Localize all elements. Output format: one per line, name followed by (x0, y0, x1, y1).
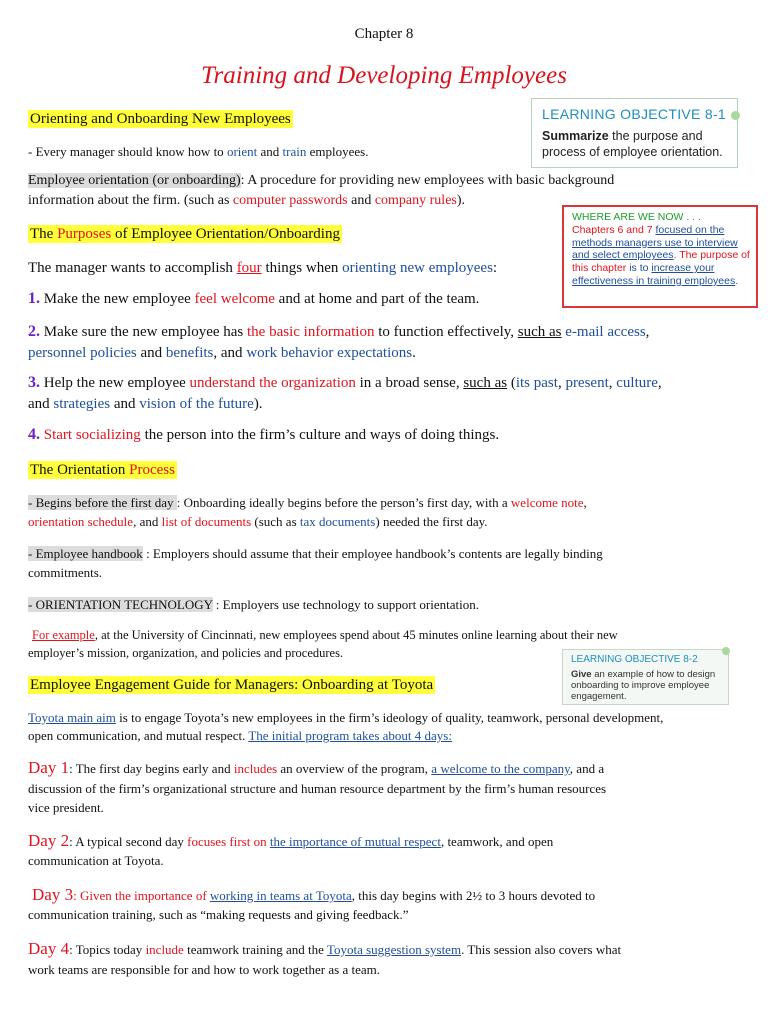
line-orientation-def: Employee orientation (or onboarding): A procedure for providing new employees with basic background (28, 173, 615, 188)
purpose-1: 1. Make the new employee feel welcome and at home and part of the team. (28, 290, 480, 307)
day-4: Day 4: Topics today include teamwork training and the Toyota suggestion system. This session also covers what (28, 939, 622, 958)
toyota-line-1: Toyota main aim is to engage Toyota’s new employees in the firm’s ideology of quality, teamwork, personal development, (28, 710, 664, 725)
lo2-heading: LEARNING OBJECTIVE 8-2 (571, 654, 698, 665)
lo2-text: Give an example of how to design onboarding to improve employee engagement. (571, 669, 716, 702)
day-2: Day 2: A typical second day focuses first on the importance of mutual respect, teamwork, and open (28, 831, 554, 850)
lo1-text: Summarize the purpose and process of employee orientation. (542, 129, 723, 159)
day-1-cont-2: vice president. (28, 800, 104, 815)
day-4-cont: work teams are responsible for and how to work together as a team. (28, 962, 380, 977)
bullet-employee-handbook-cont: commitments. (28, 565, 103, 580)
day-1: Day 1: The first day begins early and includes an overview of the program, a welcome to the company, and a (28, 758, 605, 777)
chapter-label: Chapter 8 (354, 26, 414, 42)
toyota-line-2: open communication, and mutual respect. The initial program takes about 4 days: (28, 728, 452, 743)
lo2-dot-icon (722, 647, 730, 655)
bullet-employee-handbook: - Employee handbook : Employers should assume that their employee handbook’s contents are legally binding (28, 546, 603, 561)
heading-engagement-guide: Employee Engagement Guide for Managers: Onboarding at Toyota (30, 677, 434, 693)
example-line-2: employer’s mission, organization, and policies and procedures. (28, 646, 344, 660)
learning-objective-8-2-box (562, 649, 729, 705)
day-1-cont: discussion of the firm’s organizational structure and human resource department by the firm’s human resources (28, 781, 607, 796)
day-3-cont: communication training, such as “making requests and giving feedback.” (28, 907, 409, 922)
bullet-before-first-day: - Begins before the first day : Onboarding ideally begins before the person’s first day, with a welcome note, (28, 495, 587, 510)
line-every-manager: - Every manager should know how to orient and train employees. (28, 144, 369, 159)
learning-objective-8-1-box (531, 98, 738, 168)
wawn-text: Chapters 6 and 7 focused on the methods managers use to interview and select employees. The purpose of this chapter is to increase your effectiveness in training employees. (572, 223, 750, 287)
heading-purposes: The Purposes of Employee Orientation/Onboarding (30, 226, 340, 242)
day-2-cont: communication at Toyota. (28, 853, 164, 868)
purpose-2-cont: personnel policies and benefits, and work behavior expectations. (28, 345, 416, 361)
lo1-dot-icon (731, 111, 740, 120)
bullet-orientation-technology: - ORIENTATION TECHNOLOGY : Employers use technology to support orientation. (28, 597, 480, 612)
heading-orientation-process: The Orientation Process (30, 462, 175, 478)
wawn-heading: WHERE ARE WE NOW . . . (572, 211, 701, 223)
day-3: Day 3: Given the importance of working in teams at Toyota, this day begins with 2½ to 3 hours devoted to (32, 885, 596, 904)
page-title: Training and Developing Employees (201, 62, 567, 89)
example-line-1: For example, at the University of Cincinnati, new employees spend about 45 minutes online learning about their new (32, 628, 618, 642)
where-are-we-now-box (562, 205, 758, 308)
bullet-before-first-day-cont: orientation schedule, and list of documents (such as tax documents) needed the first day. (28, 514, 488, 529)
purpose-3-cont: and strategies and vision of the future). (28, 396, 263, 412)
line-orientation-def-2: information about the firm. (such as computer passwords and company rules). (28, 193, 466, 208)
purpose-3: 3. Help the new employee understand the organization in a broad sense, such as (its past, present, culture, (28, 374, 662, 391)
purpose-4: 4. Start socializing the person into the firm’s culture and ways of doing things. (28, 426, 500, 443)
lo1-heading: LEARNING OBJECTIVE 8-1 (542, 106, 726, 122)
heading-orienting: Orienting and Onboarding New Employees (30, 111, 291, 127)
line-manager-wants: The manager wants to accomplish four things when orienting new employees: (28, 260, 498, 276)
purpose-2: 2. Make sure the new employee has the basic information to function effectively, such as e-mail access, (28, 323, 650, 340)
